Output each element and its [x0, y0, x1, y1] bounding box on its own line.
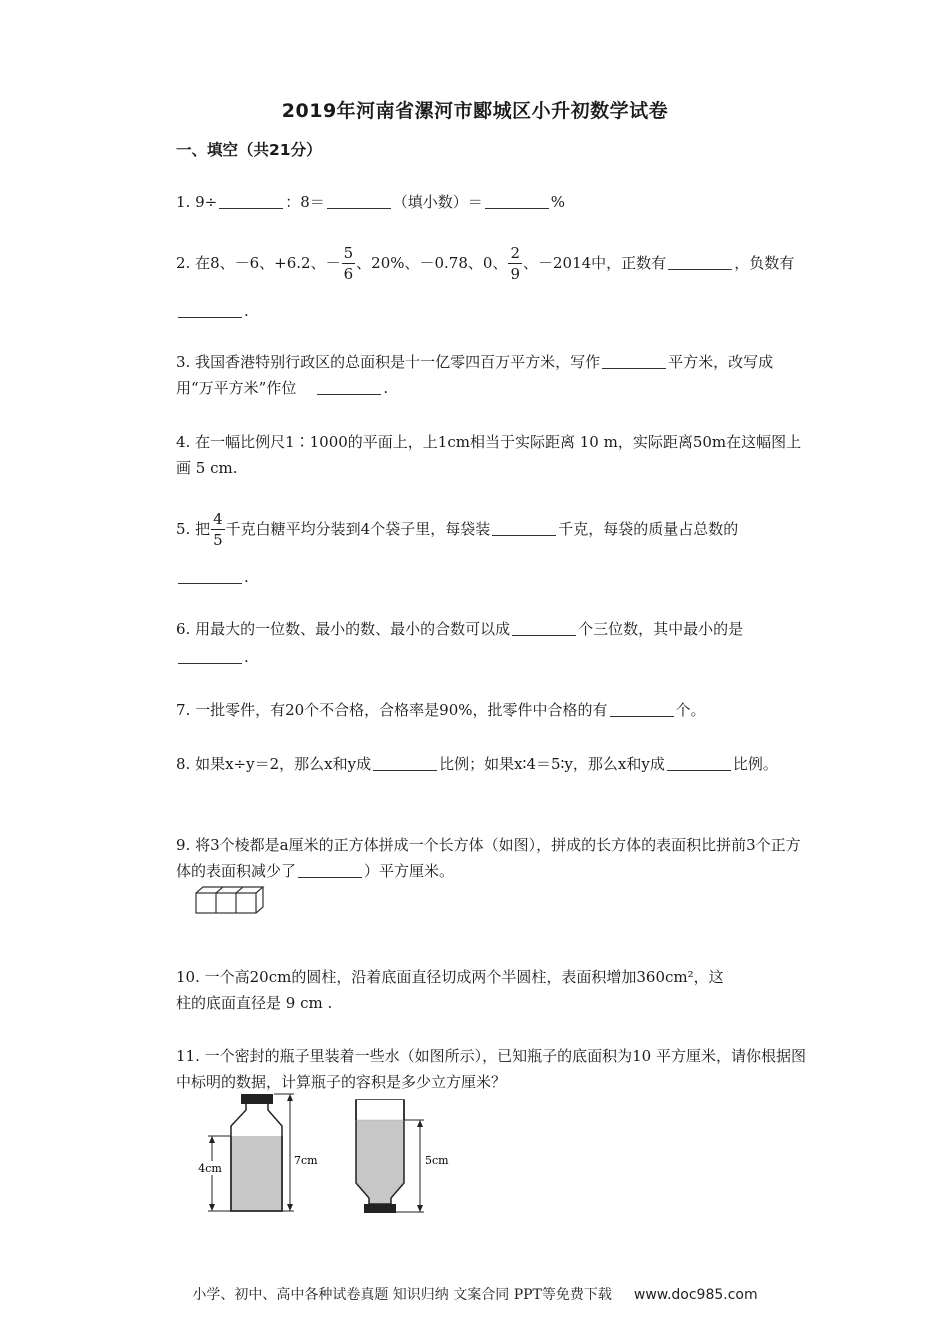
cuboid-top: [196, 887, 263, 893]
q-text: 个三位数，其中最小的是: [578, 620, 744, 638]
answer-blank[interactable]: [317, 378, 381, 395]
answer-blank[interactable]: [512, 619, 576, 636]
question-11: [176, 1043, 808, 1095]
fraction: [342, 246, 356, 282]
q-number: 5.: [176, 520, 191, 538]
q-number: 1.: [176, 193, 191, 211]
bottle-cap: [241, 1094, 273, 1104]
q-text: 我国香港特别行政区的总面积是十一亿零四百万平方米，写作: [195, 353, 601, 371]
q-number: 10.: [176, 968, 200, 986]
q-text: 个。: [675, 701, 706, 719]
numerator: 2: [510, 244, 520, 262]
bottle-inverted: [356, 1100, 449, 1213]
cube-top-divider: [216, 887, 223, 893]
q-text: 比例；如果x∶4＝5∶y，那么x和y成: [439, 755, 665, 773]
q-text: 在8、－6、+6.2、－: [195, 254, 341, 272]
q-text: 一个密封的瓶子里装着一些水（如图所示），已知瓶子的底面积为10 平方厘米，请你根据图中标明的数据，计算瓶子的容积是多少立方厘米？: [176, 1047, 806, 1091]
bottle-figure: [186, 1090, 456, 1222]
page-title: 2019年河南省漯河市郾城区小升初数学试卷: [281, 100, 669, 122]
question-9: [176, 832, 808, 884]
answer-blank[interactable]: [492, 519, 556, 536]
q-text: ：8＝: [285, 193, 325, 211]
q-text: 一批零件，有20个不合格，合格率是90%，批零件中合格的有: [195, 701, 608, 719]
answer-blank[interactable]: [668, 253, 732, 270]
cuboid-side: [256, 887, 263, 913]
denominator: 5: [213, 531, 223, 549]
bottle-cap: [364, 1204, 396, 1213]
question-10-cont: [176, 990, 808, 1016]
denominator: 6: [343, 265, 354, 283]
answer-blank[interactable]: [373, 754, 437, 771]
q-number: 6.: [176, 620, 191, 638]
q-number: 3.: [176, 353, 191, 371]
q-text: 在一幅比例尺1∶1000的平面上，上1cm相当于实际距离 10 m，实际距离50m在这幅图上画 5 cm.: [176, 433, 802, 477]
q-text: （填小数）＝: [392, 193, 483, 211]
q-number: 2.: [176, 254, 191, 272]
answer-blank[interactable]: [219, 192, 283, 209]
answer-blank[interactable]: [178, 647, 242, 664]
label-7cm: 7cm: [294, 1154, 318, 1167]
q-text: ，负数有: [734, 254, 795, 272]
question-6: [176, 616, 808, 642]
answer-blank[interactable]: [610, 700, 674, 717]
q-text: 、20%、－0.78、0、: [356, 254, 508, 272]
q-text: 、－2014中，正数有: [523, 254, 667, 272]
fraction: [508, 246, 522, 282]
q-number: 4.: [176, 433, 191, 451]
denominator: 9: [510, 265, 520, 283]
footer-text: 小学、初中、高中各种试卷真题 知识归纳 文案合同 PPT等免费下载: [192, 1287, 612, 1303]
page-footer: [0, 1284, 950, 1304]
q-text: .: [244, 302, 249, 320]
answer-blank[interactable]: [298, 861, 362, 878]
cuboid-figure: [190, 884, 266, 916]
question-2: [176, 246, 808, 282]
question-4: [176, 429, 808, 481]
question-10: [176, 964, 808, 990]
q-text: 一个高20cm的圆柱，沿着底面直径切成两个半圆柱，表面积增加360cm²，这: [204, 968, 724, 986]
q-text: 将3个棱都是a厘米的正方体拼成一个长方体（如图），拼成的长方体的表面积比拼前3个正方体的表面积减少了: [176, 836, 801, 880]
q-number: 9.: [176, 836, 191, 854]
cube-top-divider: [236, 887, 243, 893]
q-number: 8.: [176, 755, 191, 773]
q-text: 千克白糖平均分装到4个袋子里，每袋装: [225, 520, 491, 538]
question-3: [176, 349, 808, 401]
q-text: 柱的底面直径是 9 cm .: [176, 994, 333, 1012]
question-8: [176, 751, 808, 777]
question-5-cont: [176, 564, 808, 590]
answer-blank[interactable]: [178, 567, 242, 584]
section-heading: 一、填空（共21分）: [176, 141, 322, 159]
fraction: [211, 512, 225, 548]
q-text: 把: [195, 520, 211, 538]
footer-site[interactable]: www.doc985.com: [633, 1287, 758, 1303]
q-text: %: [550, 193, 566, 211]
answer-blank[interactable]: [178, 301, 242, 318]
answer-blank[interactable]: [327, 192, 391, 209]
water-fill: [232, 1136, 281, 1210]
q-text: 如果x÷y＝2，那么x和y成: [195, 755, 372, 773]
q-text: 千克，每袋的质量占总数的: [558, 520, 739, 538]
q-text: 用最大的一位数、最小的数、最小的合数可以成: [195, 620, 511, 638]
q-text: 比例。: [732, 755, 778, 773]
answer-blank[interactable]: [485, 192, 549, 209]
question-5: [176, 512, 808, 548]
question-7: [176, 697, 808, 723]
numerator: 4: [213, 510, 223, 528]
question-1: [176, 189, 808, 215]
q-text: ）平方厘米。: [364, 862, 455, 880]
q-text: .: [244, 648, 249, 666]
air-space: [357, 1100, 403, 1120]
cuboid-front: [196, 893, 256, 913]
label-5cm: 5cm: [425, 1154, 449, 1167]
q-number: 7.: [176, 701, 191, 719]
q-text: 平方米，改写成用“万平方米”作位: [176, 353, 774, 397]
bottle-upright: [194, 1094, 318, 1211]
numerator: 5: [343, 244, 354, 262]
question-2-cont: [176, 298, 808, 324]
label-4cm: 4cm: [198, 1162, 222, 1175]
q-text: .: [383, 379, 389, 397]
answer-blank[interactable]: [667, 754, 731, 771]
q-number: 11.: [176, 1047, 200, 1065]
q-text: 9÷: [195, 193, 218, 211]
answer-blank[interactable]: [602, 352, 666, 369]
question-6-cont: [176, 644, 808, 670]
q-text: .: [244, 568, 249, 586]
